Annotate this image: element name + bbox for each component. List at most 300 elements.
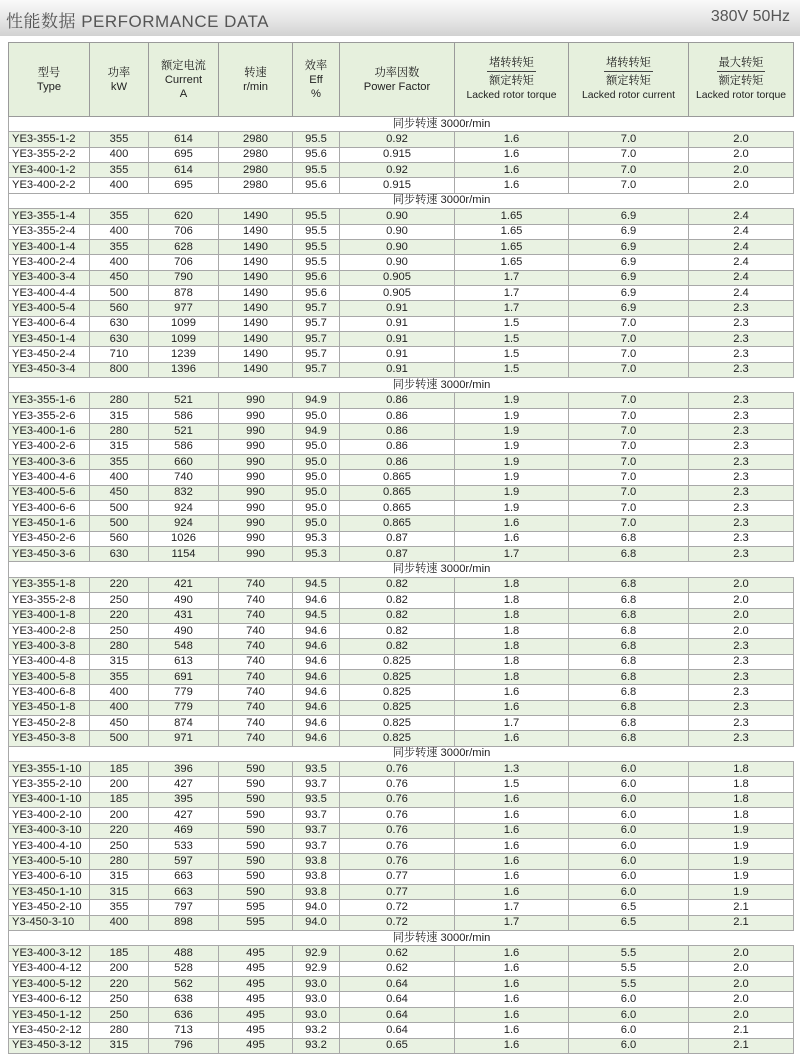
table-cell: 2.0 <box>689 992 794 1007</box>
table-cell: YE3-400-4-12 <box>9 961 90 976</box>
table-cell: 94.5 <box>293 608 340 623</box>
table-cell: 6.5 <box>569 900 689 915</box>
table-cell: 0.77 <box>340 884 455 899</box>
table-cell: 790 <box>149 270 219 285</box>
table-cell: 2.3 <box>689 408 794 423</box>
table-cell: 1.9 <box>455 424 569 439</box>
table-cell: 0.865 <box>340 516 455 531</box>
table-cell: 315 <box>90 654 149 669</box>
table-cell: 495 <box>219 1007 293 1022</box>
table-cell: 614 <box>149 163 219 178</box>
table-cell: 0.905 <box>340 270 455 285</box>
section-header-row <box>9 378 794 393</box>
table-row <box>9 823 794 838</box>
table-cell: 355 <box>90 454 149 469</box>
table-row <box>9 332 794 347</box>
table-cell: 7.0 <box>569 362 689 377</box>
table-cell: YE3-450-1-6 <box>9 516 90 531</box>
table-cell: 0.825 <box>340 654 455 669</box>
table-cell: 1099 <box>149 316 219 331</box>
table-cell: 740 <box>219 685 293 700</box>
table-cell: 1490 <box>219 301 293 316</box>
table-cell: 740 <box>219 608 293 623</box>
table-row <box>9 900 794 915</box>
table-cell: 0.82 <box>340 608 455 623</box>
table-cell: 355 <box>90 669 149 684</box>
table-cell: 590 <box>219 838 293 853</box>
col-type: 型号 Type <box>9 43 90 117</box>
table-row <box>9 654 794 669</box>
table-cell: 1.8 <box>455 623 569 638</box>
table-cell: 95.7 <box>293 301 340 316</box>
table-cell: 2.3 <box>689 669 794 684</box>
table-cell: 1490 <box>219 362 293 377</box>
table-cell: YE3-355-1-4 <box>9 209 90 224</box>
table-cell: 93.5 <box>293 792 340 807</box>
table-cell: 6.8 <box>569 623 689 638</box>
voltage-label: 380V 50Hz <box>710 8 790 25</box>
table-cell: 695 <box>149 147 219 162</box>
table-cell: 427 <box>149 777 219 792</box>
table-cell: 2980 <box>219 132 293 147</box>
table-cell: 450 <box>90 716 149 731</box>
table-cell: 1.6 <box>455 792 569 807</box>
table-cell: 586 <box>149 439 219 454</box>
table-cell: 1.8 <box>689 762 794 777</box>
table-cell: 94.0 <box>293 900 340 915</box>
table-cell: 0.90 <box>340 255 455 270</box>
table-cell: 6.0 <box>569 777 689 792</box>
table-cell: 7.0 <box>569 485 689 500</box>
table-cell: 0.825 <box>340 685 455 700</box>
table-row <box>9 869 794 884</box>
table-cell: 1.5 <box>455 777 569 792</box>
table-cell: 1.6 <box>455 992 569 1007</box>
table-cell: 1.9 <box>689 854 794 869</box>
table-cell: 2.3 <box>689 716 794 731</box>
table-cell: 93.8 <box>293 884 340 899</box>
table-cell: 740 <box>219 731 293 746</box>
table-cell: 660 <box>149 454 219 469</box>
table-cell: 5.5 <box>569 961 689 976</box>
table-cell: 200 <box>90 808 149 823</box>
table-cell: 630 <box>90 316 149 331</box>
table-cell: YE3-400-5-10 <box>9 854 90 869</box>
table-cell: 630 <box>90 547 149 562</box>
table-cell: 2.3 <box>689 332 794 347</box>
table-cell: YE3-400-2-6 <box>9 439 90 454</box>
table-cell: 0.76 <box>340 762 455 777</box>
table-cell: 990 <box>219 393 293 408</box>
table-cell: 95.7 <box>293 347 340 362</box>
table-cell: 2.3 <box>689 470 794 485</box>
table-cell: 0.825 <box>340 731 455 746</box>
table-row <box>9 547 794 562</box>
table-cell: 6.9 <box>569 285 689 300</box>
table-row <box>9 285 794 300</box>
table-cell: 315 <box>90 439 149 454</box>
table-cell: 0.62 <box>340 946 455 961</box>
table-cell: YE3-400-2-4 <box>9 255 90 270</box>
col-speed: 转速 r/min <box>219 43 293 117</box>
table-cell: 93.7 <box>293 777 340 792</box>
table-cell: 7.0 <box>569 132 689 147</box>
table-cell: 6.8 <box>569 531 689 546</box>
table-cell: 2.1 <box>689 1038 794 1053</box>
table-cell: 200 <box>90 777 149 792</box>
table-cell: 7.0 <box>569 454 689 469</box>
table-cell: 5.5 <box>569 946 689 961</box>
title-bar <box>0 0 800 36</box>
table-cell: 0.92 <box>340 163 455 178</box>
table-cell: 92.9 <box>293 946 340 961</box>
table-cell: 495 <box>219 992 293 1007</box>
table-cell: YE3-400-5-8 <box>9 669 90 684</box>
section-header-row <box>9 193 794 208</box>
table-cell: 94.9 <box>293 424 340 439</box>
table-cell: YE3-400-5-6 <box>9 485 90 500</box>
table-cell: 1.9 <box>455 393 569 408</box>
table-cell: 0.90 <box>340 224 455 239</box>
table-cell: 250 <box>90 623 149 638</box>
table-cell: YE3-400-4-4 <box>9 285 90 300</box>
table-cell: 94.6 <box>293 593 340 608</box>
table-cell: 94.6 <box>293 685 340 700</box>
table-cell: 6.0 <box>569 1023 689 1038</box>
table-cell: 495 <box>219 1038 293 1053</box>
table-cell: 990 <box>219 500 293 515</box>
table-cell: 95.3 <box>293 547 340 562</box>
table-cell: 0.82 <box>340 593 455 608</box>
table-cell: 797 <box>149 900 219 915</box>
table-cell: 1490 <box>219 224 293 239</box>
table-cell: 0.76 <box>340 823 455 838</box>
table-cell: 562 <box>149 977 219 992</box>
table-cell: 1.6 <box>455 132 569 147</box>
table-cell: 740 <box>219 700 293 715</box>
table-cell: 1154 <box>149 547 219 562</box>
table-cell: 6.8 <box>569 716 689 731</box>
table-cell: 740 <box>219 716 293 731</box>
table-cell: 2.3 <box>689 485 794 500</box>
table-cell: 0.90 <box>340 209 455 224</box>
table-cell: 1490 <box>219 209 293 224</box>
table-cell: 990 <box>219 408 293 423</box>
table-row <box>9 1023 794 1038</box>
table-row <box>9 577 794 592</box>
table-cell: 977 <box>149 301 219 316</box>
table-cell: 0.825 <box>340 716 455 731</box>
table-cell: 990 <box>219 547 293 562</box>
table-cell: 0.91 <box>340 316 455 331</box>
table-cell: 1.8 <box>455 593 569 608</box>
table-cell: 710 <box>90 347 149 362</box>
section-label: 同步转速 3000r/min <box>90 562 794 577</box>
table-row <box>9 777 794 792</box>
table-cell: 280 <box>90 854 149 869</box>
table-cell: YE3-400-3-6 <box>9 454 90 469</box>
table-row <box>9 178 794 193</box>
table-cell: 740 <box>219 623 293 638</box>
table-cell: 6.0 <box>569 762 689 777</box>
table-cell: 713 <box>149 1023 219 1038</box>
table-row <box>9 854 794 869</box>
col-max-torque: 最大转矩 额定转矩 Lacked rotor torque <box>689 43 794 117</box>
table-cell: 280 <box>90 393 149 408</box>
table-cell: 590 <box>219 762 293 777</box>
table-cell: 924 <box>149 500 219 515</box>
table-row <box>9 209 794 224</box>
col-locked-torque: 堵转转矩 额定转矩 Lacked rotor torque <box>455 43 569 117</box>
table-cell: 421 <box>149 577 219 592</box>
table-cell: 1.9 <box>455 470 569 485</box>
table-cell: 1.7 <box>455 915 569 930</box>
table-row <box>9 685 794 700</box>
table-cell: 0.76 <box>340 792 455 807</box>
table-cell: 94.6 <box>293 716 340 731</box>
table-cell: 832 <box>149 485 219 500</box>
table-cell: 1.65 <box>455 209 569 224</box>
table-cell: 0.62 <box>340 961 455 976</box>
table-cell: 590 <box>219 792 293 807</box>
table-cell: 521 <box>149 424 219 439</box>
table-row <box>9 454 794 469</box>
table-cell: 1.9 <box>455 408 569 423</box>
table-cell: 620 <box>149 209 219 224</box>
table-cell: 6.0 <box>569 884 689 899</box>
table-cell: 695 <box>149 178 219 193</box>
table-cell: 2980 <box>219 163 293 178</box>
table-cell: 706 <box>149 224 219 239</box>
table-cell: 2.1 <box>689 1023 794 1038</box>
table-cell: 6.9 <box>569 270 689 285</box>
table-cell: 2.3 <box>689 731 794 746</box>
table-cell: YE3-400-5-12 <box>9 977 90 992</box>
table-cell: 628 <box>149 239 219 254</box>
table-cell: 6.0 <box>569 792 689 807</box>
table-cell: 500 <box>90 516 149 531</box>
table-row <box>9 623 794 638</box>
table-cell: 1.8 <box>689 777 794 792</box>
table-cell: 1.6 <box>455 163 569 178</box>
table-cell: 6.8 <box>569 608 689 623</box>
table-row <box>9 1038 794 1053</box>
table-cell: 2.3 <box>689 316 794 331</box>
table-cell: YE3-355-2-8 <box>9 593 90 608</box>
table-cell: 990 <box>219 485 293 500</box>
table-cell: 94.6 <box>293 731 340 746</box>
table-row <box>9 424 794 439</box>
table-cell: 6.5 <box>569 915 689 930</box>
table-cell: 1.8 <box>455 639 569 654</box>
table-cell: 94.9 <box>293 393 340 408</box>
table-cell: 1.7 <box>455 301 569 316</box>
section-label: 同步转速 3000r/min <box>90 931 794 946</box>
table-cell: YE3-450-2-8 <box>9 716 90 731</box>
table-cell: 595 <box>219 915 293 930</box>
table-cell: 2.3 <box>689 531 794 546</box>
table-cell: 1.8 <box>455 577 569 592</box>
table-cell: 6.0 <box>569 992 689 1007</box>
table-cell: 0.91 <box>340 362 455 377</box>
table-cell: YE3-400-4-6 <box>9 470 90 485</box>
table-cell: YE3-400-3-4 <box>9 270 90 285</box>
table-cell: 590 <box>219 808 293 823</box>
table-cell: 1.8 <box>455 669 569 684</box>
table-cell: 94.5 <box>293 577 340 592</box>
performance-table <box>8 42 794 1054</box>
table-cell: 0.86 <box>340 424 455 439</box>
table-cell: 490 <box>149 593 219 608</box>
table-cell: 0.865 <box>340 485 455 500</box>
table-row <box>9 762 794 777</box>
table-cell: 1490 <box>219 316 293 331</box>
table-cell: 990 <box>219 424 293 439</box>
table-cell: 1490 <box>219 239 293 254</box>
table-row <box>9 224 794 239</box>
table-cell: YE3-400-5-4 <box>9 301 90 316</box>
table-cell: 0.915 <box>340 147 455 162</box>
table-cell: 2.4 <box>689 224 794 239</box>
table-cell: 2.4 <box>689 209 794 224</box>
table-cell: YE3-450-1-10 <box>9 884 90 899</box>
table-cell: 0.82 <box>340 577 455 592</box>
table-cell: 93.0 <box>293 1007 340 1022</box>
table-cell: 0.905 <box>340 285 455 300</box>
table-cell: 250 <box>90 838 149 853</box>
table-cell: 355 <box>90 239 149 254</box>
table-cell: 0.76 <box>340 838 455 853</box>
table-cell: 220 <box>90 577 149 592</box>
table-cell: 92.9 <box>293 961 340 976</box>
table-cell: 93.7 <box>293 808 340 823</box>
table-cell: 185 <box>90 762 149 777</box>
table-cell: 185 <box>90 946 149 961</box>
table-cell: 7.0 <box>569 332 689 347</box>
table-cell: 548 <box>149 639 219 654</box>
table-cell: 0.91 <box>340 301 455 316</box>
table-cell: 6.0 <box>569 808 689 823</box>
table-cell: 2980 <box>219 178 293 193</box>
table-cell: 95.5 <box>293 224 340 239</box>
table-cell: YE3-450-1-8 <box>9 700 90 715</box>
table-cell: 2.3 <box>689 362 794 377</box>
table-cell: 0.92 <box>340 132 455 147</box>
table-cell: 95.7 <box>293 316 340 331</box>
table-cell: 1.5 <box>455 316 569 331</box>
table-cell: 488 <box>149 946 219 961</box>
table-row <box>9 593 794 608</box>
table-cell: 706 <box>149 255 219 270</box>
table-cell: 400 <box>90 255 149 270</box>
table-cell: 95.5 <box>293 163 340 178</box>
table-cell: 93.7 <box>293 838 340 853</box>
table-cell: 500 <box>90 731 149 746</box>
table-cell: 2.0 <box>689 608 794 623</box>
table-cell: 0.72 <box>340 900 455 915</box>
table-cell: 1.5 <box>455 347 569 362</box>
table-cell: YE3-400-6-6 <box>9 500 90 515</box>
table-cell: YE3-355-1-10 <box>9 762 90 777</box>
table-row <box>9 992 794 1007</box>
table-cell: 0.76 <box>340 777 455 792</box>
table-cell: 740 <box>219 577 293 592</box>
table-cell: 2.3 <box>689 347 794 362</box>
table-cell: 250 <box>90 593 149 608</box>
table-row <box>9 608 794 623</box>
table-cell: 0.86 <box>340 408 455 423</box>
table-cell: 95.0 <box>293 470 340 485</box>
table-cell: 528 <box>149 961 219 976</box>
table-row <box>9 669 794 684</box>
table-cell: 6.8 <box>569 731 689 746</box>
table-cell: 94.6 <box>293 669 340 684</box>
table-cell: 95.0 <box>293 454 340 469</box>
table-cell: 396 <box>149 762 219 777</box>
table-cell: 6.9 <box>569 209 689 224</box>
page-title: 性能数据 PERFORMANCE DATA <box>6 12 269 31</box>
table-cell: 630 <box>90 332 149 347</box>
table-cell: 490 <box>149 623 219 638</box>
table-row <box>9 439 794 454</box>
table-cell: 779 <box>149 685 219 700</box>
table-cell: 0.82 <box>340 639 455 654</box>
table-cell: 95.7 <box>293 362 340 377</box>
col-eff: 效率 Eff % <box>293 43 340 117</box>
table-cell: 7.0 <box>569 316 689 331</box>
table-row <box>9 808 794 823</box>
table-cell: 874 <box>149 716 219 731</box>
table-cell: 7.0 <box>569 516 689 531</box>
section-blank-cell <box>9 117 90 132</box>
table-cell: 6.0 <box>569 823 689 838</box>
table-cell: 590 <box>219 823 293 838</box>
table-cell: 0.72 <box>340 915 455 930</box>
table-cell: 740 <box>219 593 293 608</box>
table-cell: 1.6 <box>455 1023 569 1038</box>
table-cell: 663 <box>149 869 219 884</box>
table-row <box>9 393 794 408</box>
table-row <box>9 132 794 147</box>
table-cell: 495 <box>219 1023 293 1038</box>
table-cell: 500 <box>90 500 149 515</box>
table-cell: 2.3 <box>689 639 794 654</box>
table-cell: 6.8 <box>569 685 689 700</box>
table-cell: 2.0 <box>689 946 794 961</box>
table-cell: 0.87 <box>340 531 455 546</box>
table-cell: 7.0 <box>569 347 689 362</box>
table-cell: 691 <box>149 669 219 684</box>
table-cell: 1.5 <box>455 332 569 347</box>
table-cell: 5.5 <box>569 977 689 992</box>
table-cell: 2.0 <box>689 178 794 193</box>
table-cell: 6.0 <box>569 869 689 884</box>
table-cell: 2.1 <box>689 900 794 915</box>
table-cell: 500 <box>90 285 149 300</box>
table-cell: 6.8 <box>569 577 689 592</box>
table-cell: 431 <box>149 608 219 623</box>
table-cell: 95.6 <box>293 147 340 162</box>
table-cell: 590 <box>219 869 293 884</box>
table-cell: 1.6 <box>455 838 569 853</box>
table-cell: 355 <box>90 132 149 147</box>
table-cell: 0.865 <box>340 500 455 515</box>
table-cell: 560 <box>90 531 149 546</box>
table-cell: 2.0 <box>689 977 794 992</box>
table-cell: 1490 <box>219 270 293 285</box>
table-cell: YE3-400-6-12 <box>9 992 90 1007</box>
table-cell: 1.9 <box>689 869 794 884</box>
